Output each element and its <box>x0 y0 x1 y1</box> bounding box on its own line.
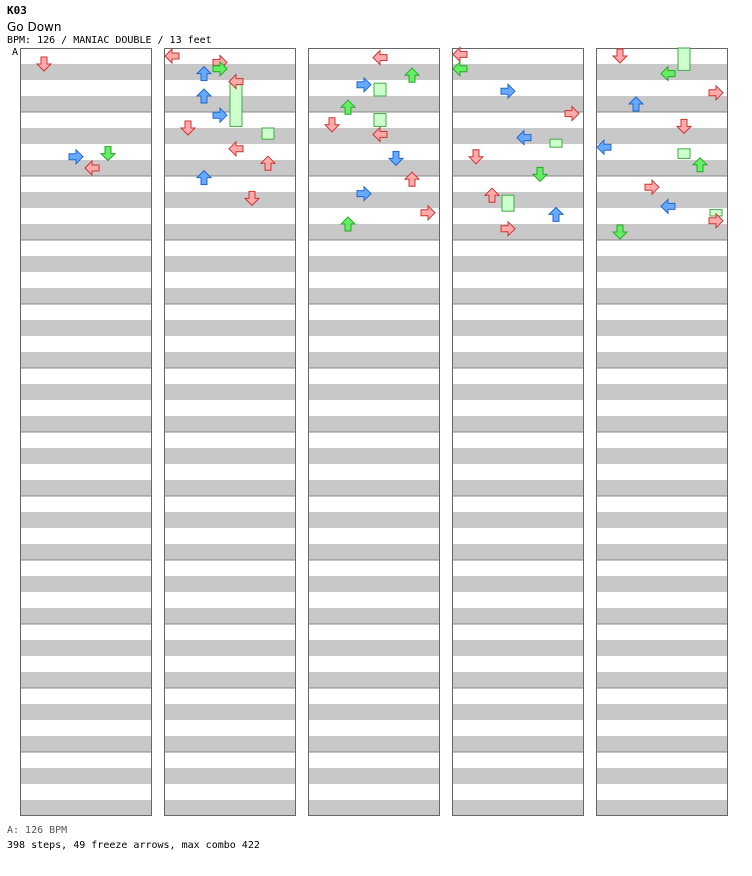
freeze-arrow <box>502 195 514 211</box>
beat-stripe <box>308 448 440 464</box>
beat-stripe <box>452 512 584 528</box>
beat-stripe <box>20 320 152 336</box>
beat-stripe <box>596 160 728 176</box>
beat-stripe <box>452 704 584 720</box>
beat-stripe <box>308 192 440 208</box>
beat-stripe <box>452 64 584 80</box>
beat-stripe <box>596 320 728 336</box>
beat-stripe <box>164 224 296 240</box>
bpm-note: A: 126 BPM <box>7 825 68 836</box>
freeze-arrow <box>374 114 386 127</box>
beat-stripe <box>308 544 440 560</box>
beat-stripe <box>596 544 728 560</box>
beat-stripe <box>596 352 728 368</box>
beat-stripe <box>164 736 296 752</box>
beat-stripe <box>596 416 728 432</box>
beat-stripe <box>164 800 296 816</box>
beat-stripe <box>452 192 584 208</box>
beat-stripe <box>452 352 584 368</box>
freeze-arrow <box>678 149 690 159</box>
freeze-arrow <box>262 128 274 139</box>
beat-stripe <box>164 384 296 400</box>
beat-stripe <box>596 736 728 752</box>
chart-summary: 398 steps, 49 freeze arrows, max combo 422 <box>7 840 260 851</box>
beat-stripe <box>596 640 728 656</box>
beat-stripe <box>452 544 584 560</box>
beat-stripe <box>308 288 440 304</box>
beat-stripe <box>20 608 152 624</box>
beat-stripe <box>308 96 440 112</box>
beat-stripe <box>308 608 440 624</box>
beat-stripe <box>164 192 296 208</box>
beat-stripe <box>164 768 296 784</box>
freeze-arrow <box>678 48 690 70</box>
beat-stripe <box>308 224 440 240</box>
beat-stripe <box>164 64 296 80</box>
beat-stripe <box>452 672 584 688</box>
beat-stripe <box>596 448 728 464</box>
beat-stripe <box>20 256 152 272</box>
beat-stripe <box>20 448 152 464</box>
beat-stripe <box>308 640 440 656</box>
speed-marker: A <box>12 47 19 58</box>
beat-stripe <box>596 576 728 592</box>
beat-stripe <box>20 352 152 368</box>
beat-stripe <box>164 256 296 272</box>
beat-stripe <box>452 288 584 304</box>
beat-stripe <box>164 288 296 304</box>
beat-stripe <box>308 480 440 496</box>
beat-stripe <box>308 256 440 272</box>
beat-stripe <box>20 768 152 784</box>
song-title: Go Down <box>7 20 62 34</box>
beat-stripe <box>20 704 152 720</box>
beat-stripe <box>164 448 296 464</box>
beat-stripe <box>596 672 728 688</box>
beat-stripe <box>308 768 440 784</box>
beat-stripe <box>596 256 728 272</box>
beat-stripe <box>452 320 584 336</box>
beat-stripe <box>308 352 440 368</box>
beat-stripe <box>308 800 440 816</box>
beat-stripe <box>20 736 152 752</box>
beat-stripe <box>20 416 152 432</box>
beat-stripe <box>596 96 728 112</box>
beat-stripe <box>452 96 584 112</box>
beat-stripe <box>596 128 728 144</box>
beat-stripe <box>452 768 584 784</box>
beat-stripe <box>308 736 440 752</box>
beat-stripe <box>164 480 296 496</box>
beat-stripe <box>308 576 440 592</box>
beat-stripe <box>164 160 296 176</box>
beat-stripe <box>164 320 296 336</box>
beat-stripe <box>596 512 728 528</box>
beat-stripe <box>596 480 728 496</box>
beat-stripe <box>164 608 296 624</box>
beat-stripe <box>164 704 296 720</box>
beat-stripe <box>164 416 296 432</box>
beat-stripe <box>308 320 440 336</box>
chart-code: K03 <box>7 4 27 17</box>
beat-stripe <box>452 608 584 624</box>
beat-stripe <box>20 288 152 304</box>
beat-stripe <box>596 704 728 720</box>
beat-stripe <box>308 672 440 688</box>
beat-stripe <box>20 576 152 592</box>
beat-stripe <box>164 672 296 688</box>
beat-stripe <box>164 544 296 560</box>
freeze-arrow <box>374 83 386 96</box>
beat-stripe <box>164 640 296 656</box>
beat-stripe <box>308 64 440 80</box>
beat-stripe <box>452 480 584 496</box>
beat-stripe <box>164 352 296 368</box>
beat-stripe <box>20 96 152 112</box>
beat-stripe <box>452 416 584 432</box>
beat-stripe <box>20 384 152 400</box>
beat-stripe <box>308 416 440 432</box>
beat-stripe <box>308 704 440 720</box>
chart-info: BPM: 126 / MANIAC DOUBLE / 13 feet <box>7 35 212 46</box>
beat-stripe <box>452 736 584 752</box>
beat-stripe <box>20 800 152 816</box>
beat-stripe <box>452 384 584 400</box>
beat-stripe <box>20 544 152 560</box>
beat-stripe <box>164 512 296 528</box>
beat-stripe <box>596 768 728 784</box>
beat-stripe <box>20 672 152 688</box>
beat-stripe <box>452 448 584 464</box>
beat-stripe <box>452 160 584 176</box>
beat-stripe <box>596 608 728 624</box>
beat-stripe <box>20 128 152 144</box>
beat-stripe <box>20 512 152 528</box>
beat-stripe <box>308 160 440 176</box>
beat-stripe <box>452 256 584 272</box>
beat-stripe <box>308 384 440 400</box>
beat-stripe <box>452 576 584 592</box>
beat-stripe <box>596 800 728 816</box>
beat-stripe <box>20 192 152 208</box>
beat-stripe <box>20 480 152 496</box>
beat-stripe <box>596 384 728 400</box>
beat-stripe <box>452 640 584 656</box>
beat-stripe <box>20 640 152 656</box>
beat-stripe <box>308 512 440 528</box>
beat-stripe <box>164 576 296 592</box>
beat-stripe <box>20 224 152 240</box>
freeze-arrow <box>550 139 562 147</box>
beat-stripe <box>596 288 728 304</box>
beat-stripe <box>452 224 584 240</box>
beat-stripe <box>452 800 584 816</box>
